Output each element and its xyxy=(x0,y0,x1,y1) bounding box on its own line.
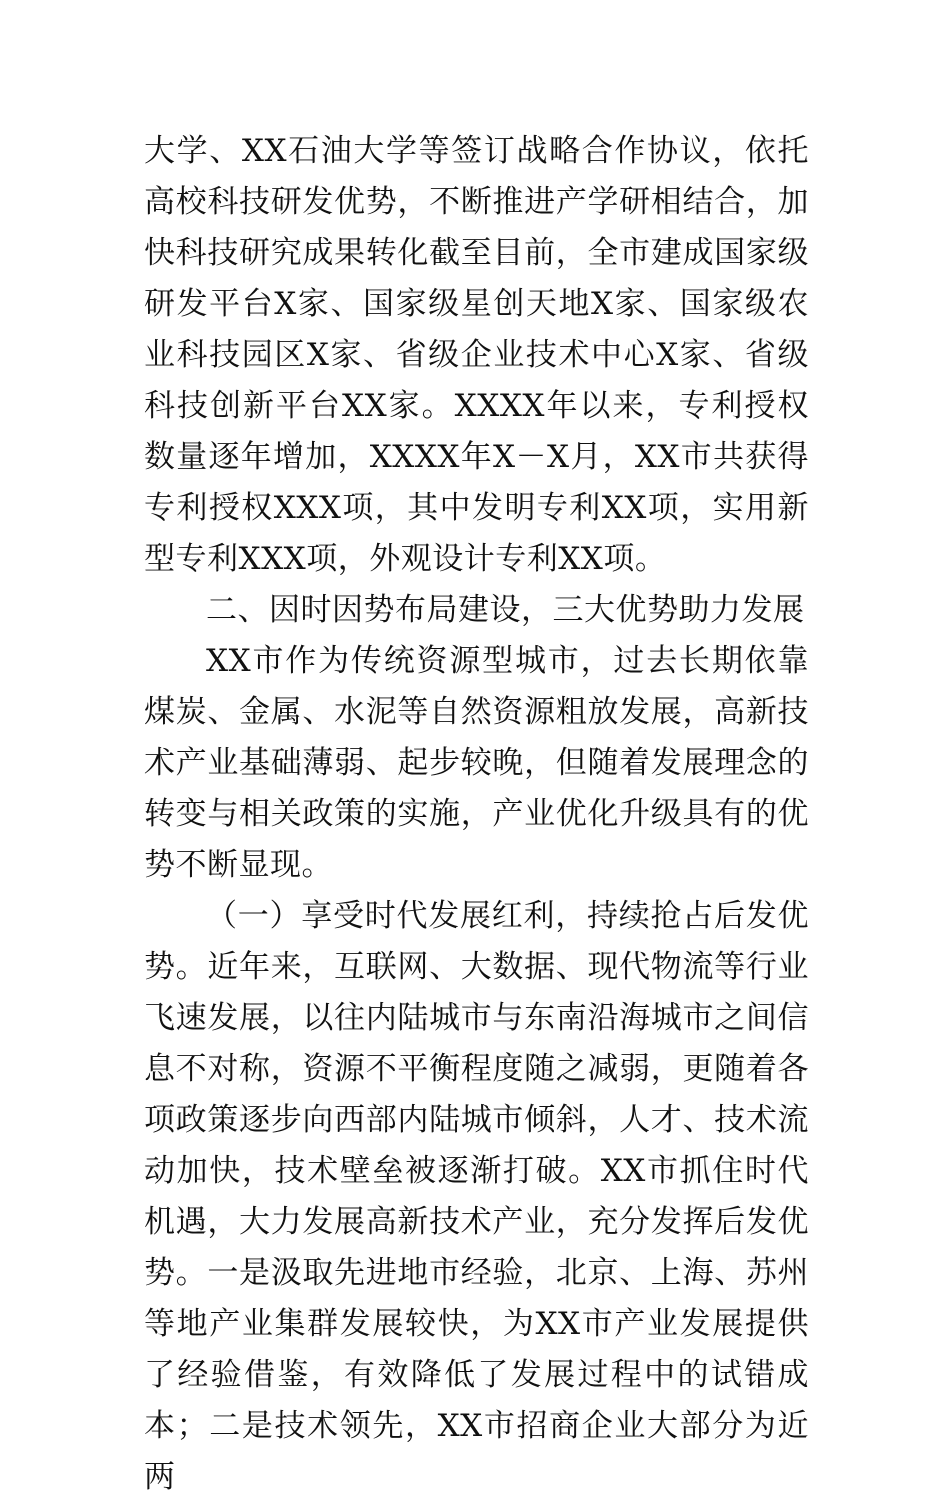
paragraph-cooperation-results: 大学、XX石油大学等签订战略合作协议，依托高校科技研发优势，不断推进产学研相结合，加快科技研究成果转化截至目前，全市建成国家级研发平台X家、国家级星创天地X家、国家级农业科技园区X家、省级企业技术中心X家、省级科技创新平台XX家。XXXX年以来，专利授权数量逐年增加，XXXX年X－X月，XX市共获得专利授权XXX项，其中发明专利XX项，实用新型专利XXX项，外观设计专利XX项。 xyxy=(144,133,809,577)
paragraph-city-background: XX市作为传统资源型城市，过去长期依靠煤炭、金属、水泥等自然资源粗放发展，高新技术产业基础薄弱、起步较晚，但随着发展理念的转变与相关政策的实施，产业优化升级具有的优势不断显现。 xyxy=(144,643,809,883)
document-body xyxy=(144,126,809,1503)
paragraph-era-advantage: （一）享受时代发展红利，持续抢占后发优势。近年来，互联网、大数据、现代物流等行业飞速发展，以往内陆城市与东南沿海城市之间信息不对称，资源不平衡程度随之减弱，更随着各项政策逐步向西部内陆城市倾斜，人才、技术流动加快，技术壁垒被逐渐打破。XX市抓住时代机遇，大力发展高新技术产业，充分发挥后发优势。一是汲取先进地市经验，北京、上海、苏州等地产业集群发展较快，为XX市产业发展提供了经验借鉴，有效降低了发展过程中的试错成本；二是技术领先，XX市招商企业大部分为近两 xyxy=(144,898,809,1495)
section-heading-two: 二、因时因势布局建设，三大优势助力发展 xyxy=(206,592,805,628)
